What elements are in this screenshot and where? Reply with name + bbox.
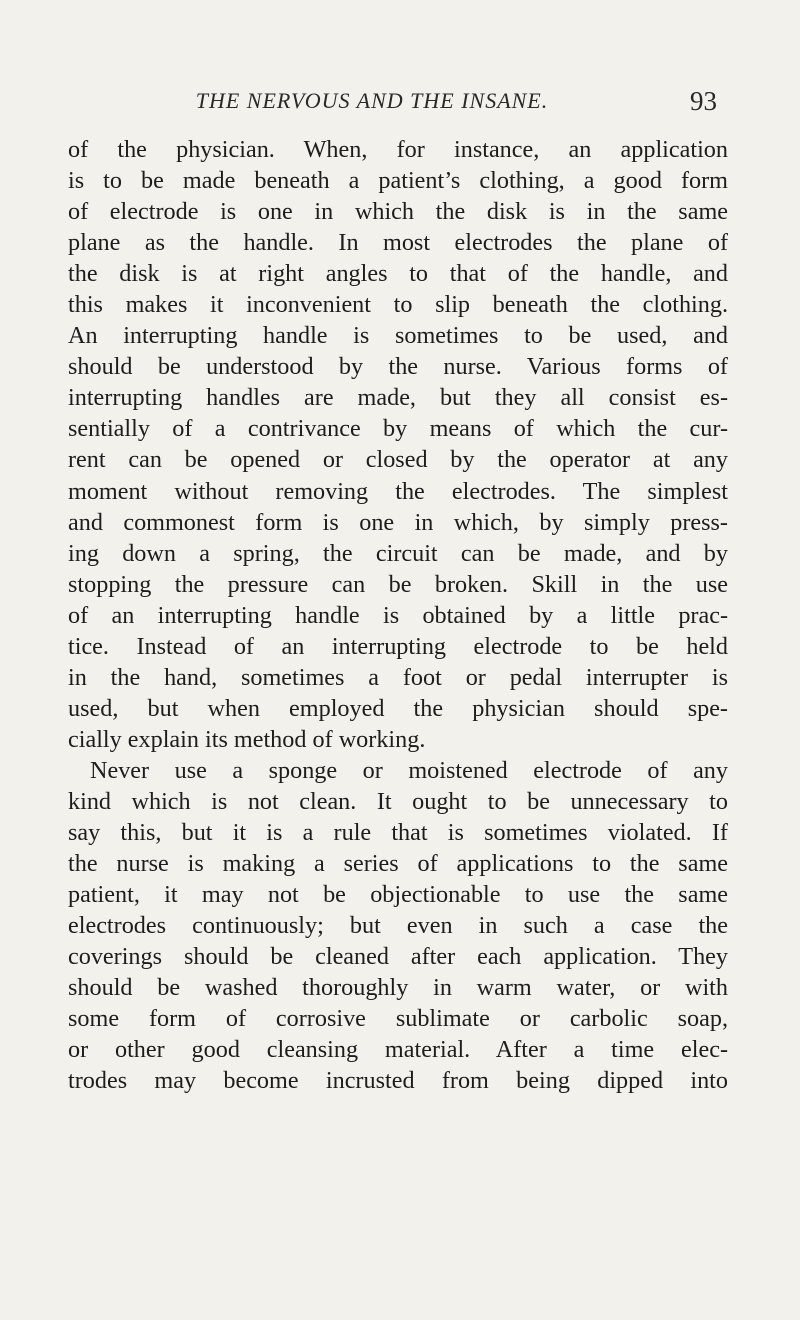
text-line: electrodes continuously; but even in such a case the	[68, 912, 728, 940]
text-line: kind which is not clean. It ought to be unnecessary to	[68, 787, 728, 815]
running-title: THE NERVOUS AND THE INSANE.	[195, 88, 549, 113]
text-line: ing down a spring, the circuit can be made, and by	[68, 539, 728, 567]
text-line: trodes may become incrusted from being dipped into	[68, 1067, 728, 1095]
body-text	[68, 134, 728, 1096]
text-line: should be washed thoroughly in warm water, or with	[68, 974, 728, 1002]
text-line: stopping the pressure can be broken. Skill in the use	[68, 570, 728, 598]
text-line: rent can be opened or closed by the operator at any	[68, 446, 728, 474]
text-line: say this, but it is a rule that is sometimes violated. If	[68, 819, 728, 847]
text-line: interrupting handles are made, but they all consist es-	[68, 384, 728, 412]
page-number: 93	[690, 86, 717, 116]
text-line: should be understood by the nurse. Various forms of	[68, 353, 728, 381]
text-line: in the hand, sometimes a foot or pedal interrupter is	[68, 663, 728, 691]
text-line: the disk is at right angles to that of the handle, and	[68, 260, 728, 288]
text-line: this makes it inconvenient to slip beneath the clothing.	[68, 291, 728, 319]
text-line: used, but when employed the physician should spe-	[68, 694, 728, 722]
text-line: patient, it may not be objectionable to use the same	[68, 881, 728, 909]
text-line: An interrupting handle is sometimes to be used, and	[68, 322, 728, 350]
text-line: plane as the handle. In most electrodes the plane of	[68, 229, 728, 257]
paragraph-2	[68, 755, 728, 1097]
text-line: coverings should be cleaned after each application. They	[68, 943, 728, 971]
paragraph-1	[68, 134, 728, 755]
text-line: cially explain its method of working.	[68, 725, 426, 753]
text-line: some form of corrosive sublimate or carbolic soap,	[68, 1005, 728, 1033]
text-line: tice. Instead of an interrupting electrode to be held	[68, 632, 728, 660]
text-line: is to be made beneath a patient’s clothing, a good form	[68, 167, 728, 195]
text-line: and commonest form is one in which, by simply press-	[68, 508, 728, 536]
text-line: of electrode is one in which the disk is in the same	[68, 198, 728, 226]
text-line: moment without removing the electrodes. The simplest	[68, 477, 728, 505]
text-line: of an interrupting handle is obtained by a little prac-	[68, 601, 728, 629]
text-line: Never use a sponge or moistened electrode of any	[90, 756, 728, 784]
text-line: or other good cleansing material. After a time elec-	[68, 1036, 728, 1064]
text-line: the nurse is making a series of applications to the same	[68, 850, 728, 878]
text-line: sentially of a contrivance by means of which the cur-	[68, 415, 728, 443]
text-line: of the physician. When, for instance, an application	[68, 136, 728, 163]
